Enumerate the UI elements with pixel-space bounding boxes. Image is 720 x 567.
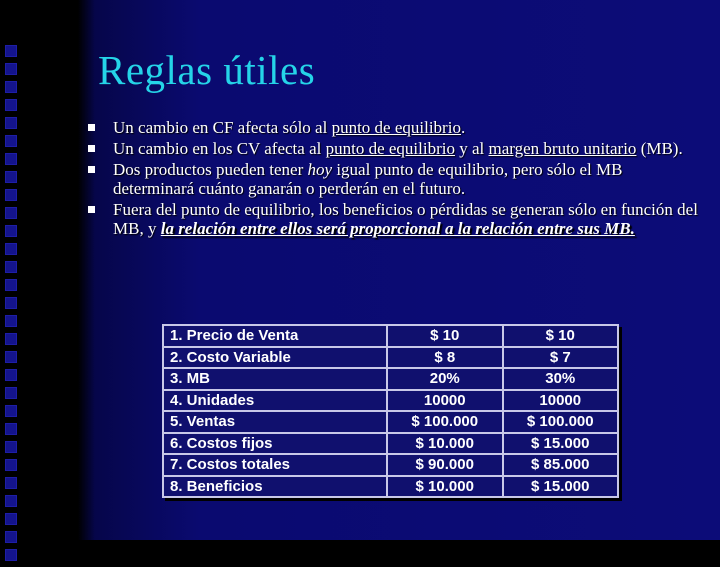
row-label: 2. Costo Variable bbox=[163, 347, 387, 369]
value-cell: $ 85.000 bbox=[503, 454, 619, 476]
row-label: 5. Ventas bbox=[163, 411, 387, 433]
value-cell: 20% bbox=[387, 368, 503, 390]
square-bullet-icon bbox=[88, 206, 95, 213]
value-cell: $ 100.000 bbox=[387, 411, 503, 433]
table-row bbox=[163, 347, 618, 369]
value-cell: $ 10.000 bbox=[387, 476, 503, 498]
comparison-table bbox=[162, 324, 619, 498]
table-row bbox=[163, 390, 618, 412]
value-cell: $ 10 bbox=[503, 325, 619, 347]
value-cell: $ 15.000 bbox=[503, 433, 619, 455]
bullet-item bbox=[85, 160, 705, 198]
value-cell: $ 100.000 bbox=[503, 411, 619, 433]
value-cell: $ 10 bbox=[387, 325, 503, 347]
bullet-item bbox=[85, 200, 705, 238]
row-label: 1. Precio de Venta bbox=[163, 325, 387, 347]
bullet-item bbox=[85, 118, 705, 137]
italic-word: hoy bbox=[307, 160, 333, 179]
bullet-text: y al bbox=[454, 139, 489, 158]
bullet-text: Un cambio en CF afecta sólo al bbox=[113, 118, 332, 137]
square-bullet-icon bbox=[88, 166, 95, 173]
bullet-text: Dos productos pueden tener bbox=[113, 160, 308, 179]
bullet-text: . bbox=[460, 118, 466, 137]
row-label: 6. Costos fijos bbox=[163, 433, 387, 455]
value-cell: 30% bbox=[503, 368, 619, 390]
value-cell: $ 90.000 bbox=[387, 454, 503, 476]
bullet-list bbox=[85, 118, 705, 240]
table-row bbox=[163, 325, 618, 347]
link-margen-bruto-unitario[interactable]: margen bruto unitario bbox=[488, 139, 637, 158]
table-row bbox=[163, 433, 618, 455]
table-row bbox=[163, 411, 618, 433]
value-cell: $ 10.000 bbox=[387, 433, 503, 455]
bullet-text: Un cambio en los CV afecta al bbox=[113, 139, 326, 158]
row-label: 4. Unidades bbox=[163, 390, 387, 412]
value-cell: $ 8 bbox=[387, 347, 503, 369]
bullet-text: (MB). bbox=[636, 139, 683, 158]
value-cell: $ 7 bbox=[503, 347, 619, 369]
decorative-squares bbox=[5, 45, 19, 567]
link-punto-equilibrio[interactable]: punto de equilibrio bbox=[325, 139, 455, 158]
value-cell: 10000 bbox=[503, 390, 619, 412]
square-bullet-icon bbox=[88, 145, 95, 152]
bullet-text: igual punto de equilibrio, pero sólo el MB determinará cuánto ganarán o perderán en el futuro. bbox=[113, 160, 623, 198]
row-label: 7. Costos totales bbox=[163, 454, 387, 476]
bullet-text: Fuera del punto de equilibrio, los beneficios o pérdidas se generan sólo en función del MB, y bbox=[113, 200, 698, 238]
row-label: 8. Beneficios bbox=[163, 476, 387, 498]
value-cell: $ 15.000 bbox=[503, 476, 619, 498]
slide-title: Reglas útiles bbox=[98, 47, 316, 93]
table-row bbox=[163, 454, 618, 476]
table-row bbox=[163, 476, 618, 498]
bullet-item bbox=[85, 139, 705, 158]
emphasis-text: la relación entre ellos será proporcional a la relación entre sus MB. bbox=[160, 219, 635, 238]
square-bullet-icon bbox=[88, 124, 95, 131]
row-label: 3. MB bbox=[163, 368, 387, 390]
value-cell: 10000 bbox=[387, 390, 503, 412]
link-punto-equilibrio[interactable]: punto de equilibrio bbox=[331, 118, 461, 137]
table-row bbox=[163, 368, 618, 390]
